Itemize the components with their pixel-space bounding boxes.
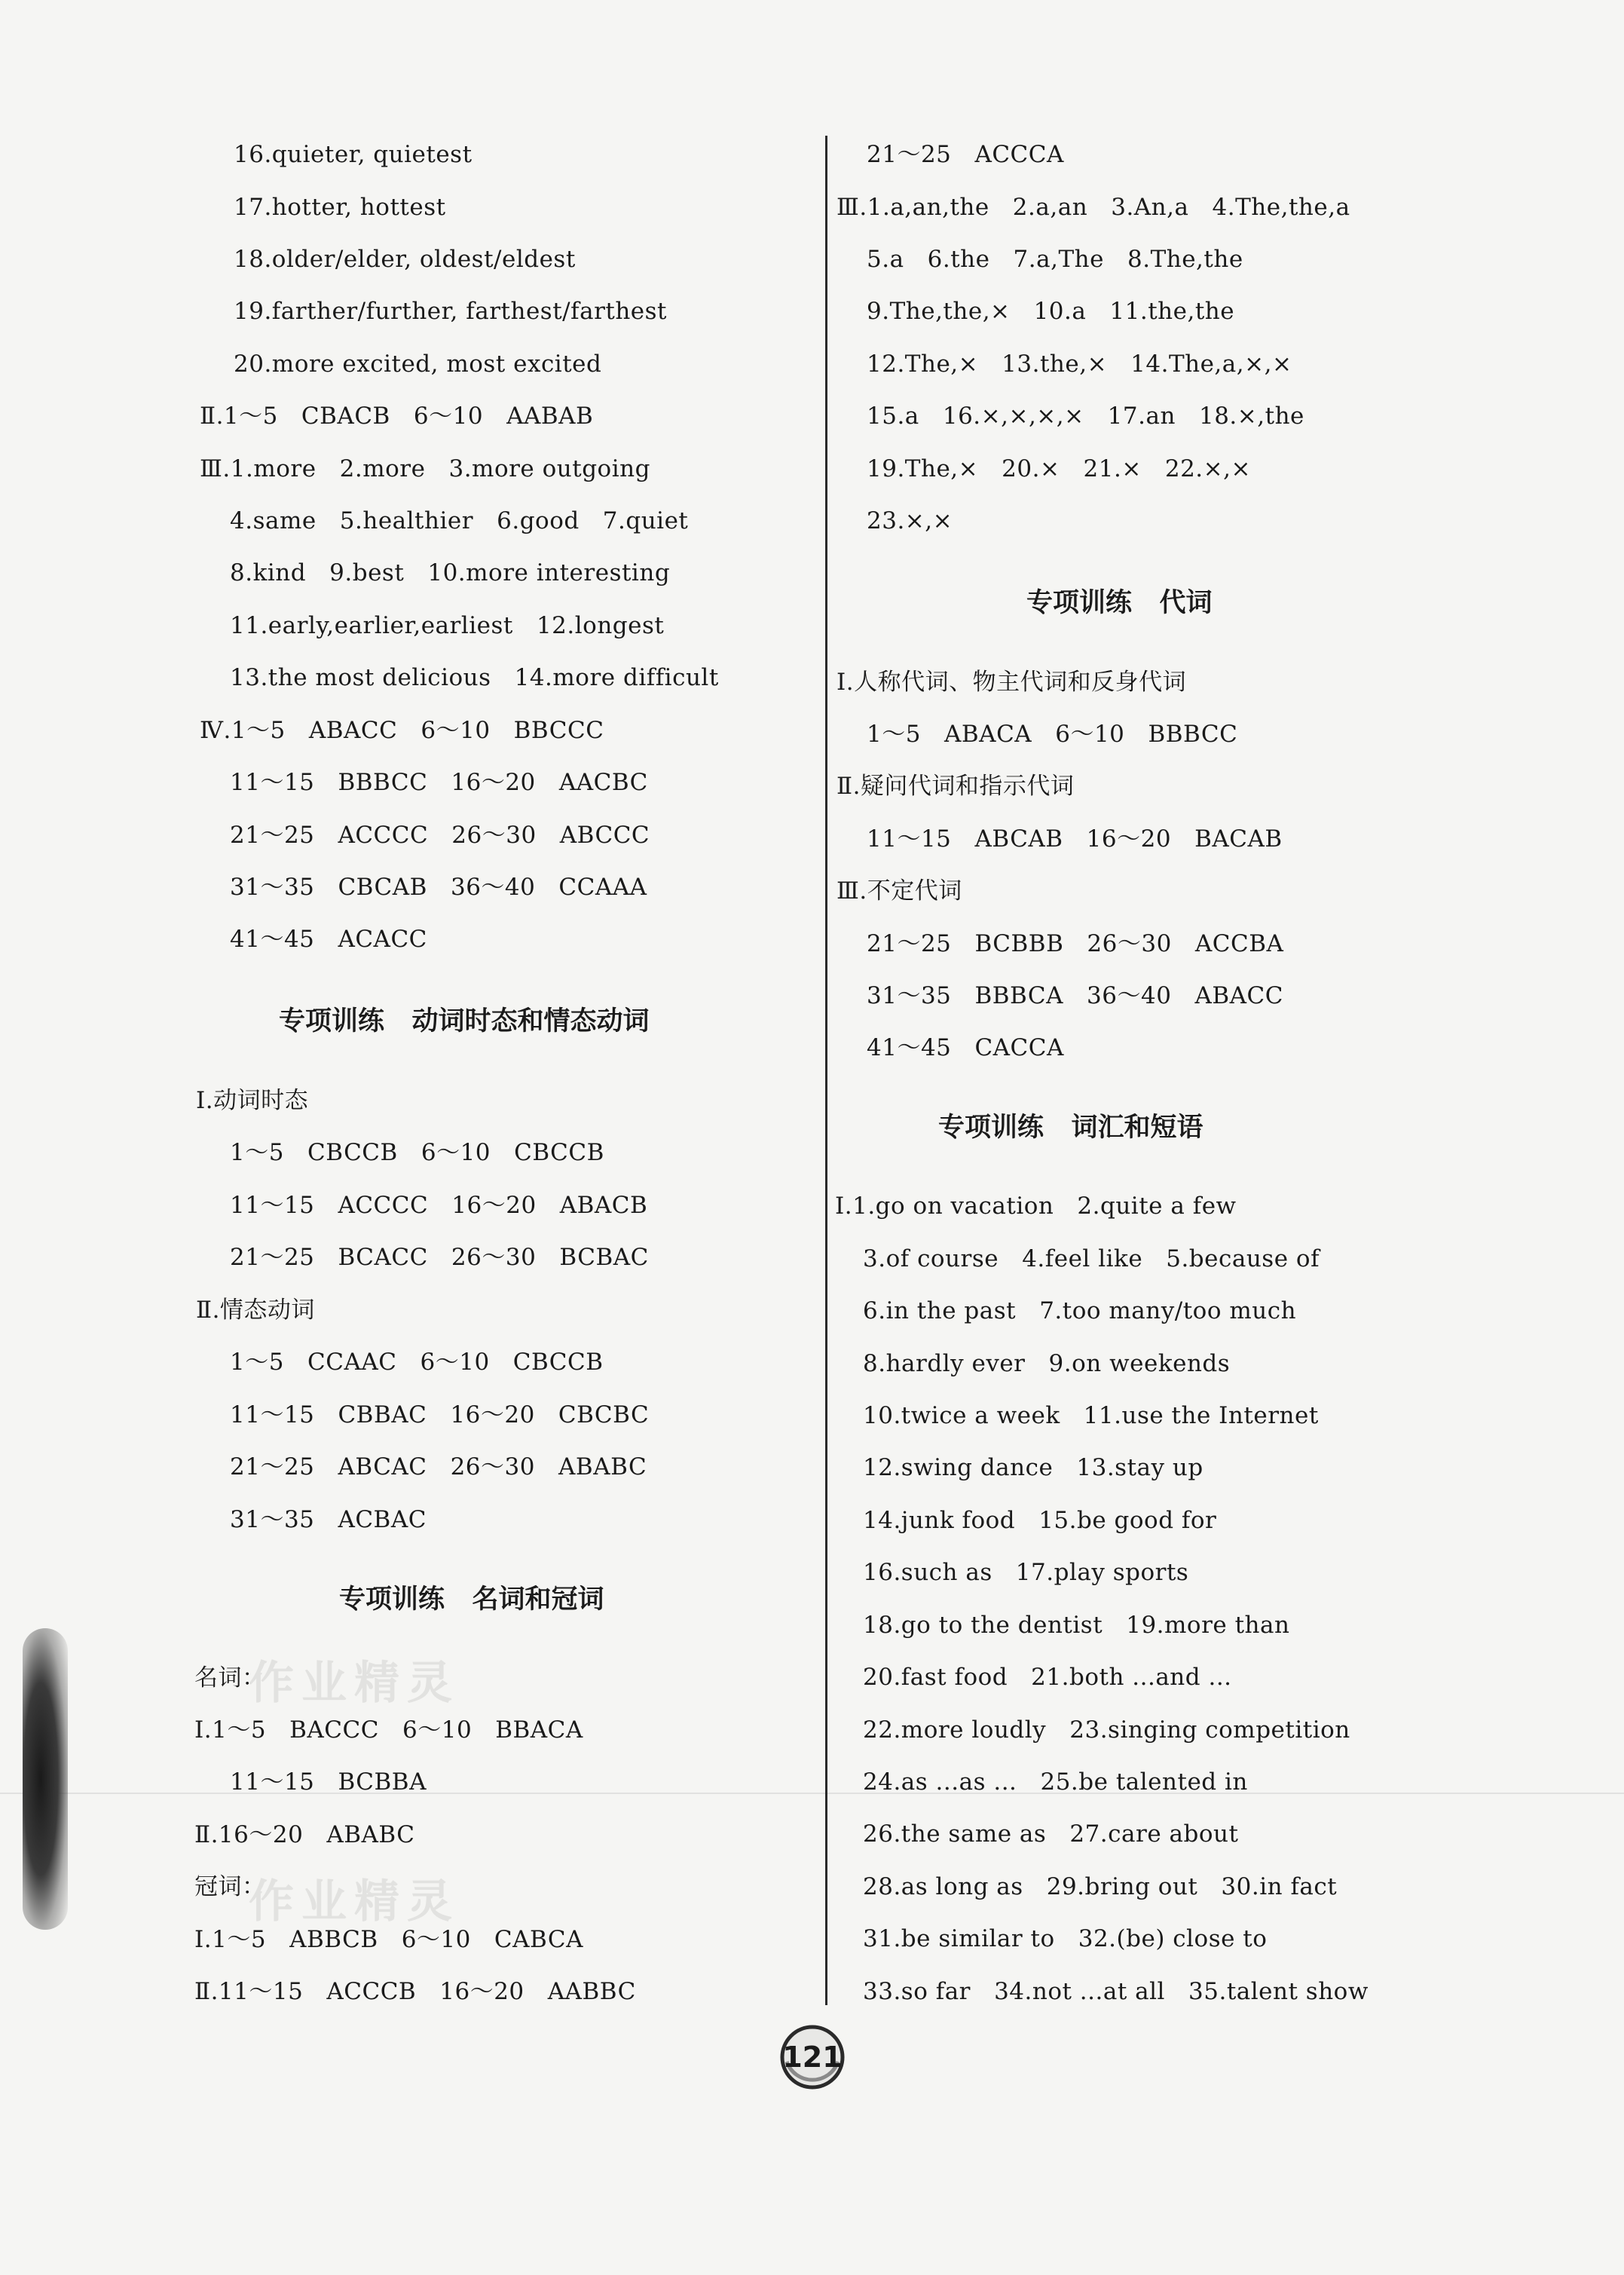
answer-line: 12.swing dance 13.stay up	[863, 1454, 1203, 1481]
answer-line: 13.the most delicious 14.more difficult	[230, 664, 719, 691]
answer-line: 9.The,the,× 10.a 11.the,the	[867, 298, 1235, 325]
answer-line: 8.hardly ever 9.on weekends	[863, 1350, 1231, 1377]
answer-line: 41～45 ACACC	[230, 926, 427, 953]
section-heading-pronouns: 专项训练 代词	[1026, 588, 1213, 618]
answer-line: 5.a 6.the 7.a,The 8.The,the	[867, 246, 1243, 273]
answer-line: 11～15 BCBBA	[230, 1768, 427, 1796]
answer-line: 20.fast food 21.both ...and ...	[863, 1664, 1232, 1691]
section-line: Ⅱ.1～5 CBACB 6～10 AABAB	[200, 403, 594, 430]
section-line: Ⅲ.1.more 2.more 3.more outgoing	[200, 455, 650, 482]
answer-line: 26.the same as 27.care about	[863, 1820, 1239, 1848]
answer-line: 19.farther/further, farthest/farthest	[234, 298, 668, 325]
scan-smudge	[23, 1628, 68, 1930]
answer-line: 11～15 ACCCC 16～20 ABACB	[230, 1192, 648, 1219]
answer-line: 1～5 CBCCB 6～10 CBCCB	[230, 1139, 604, 1166]
answer-line: 21～25 ACCCA	[867, 141, 1064, 168]
answer-line: 23.×,×	[867, 507, 953, 534]
column-divider	[825, 136, 827, 2005]
answer-line: 41～45 CACCA	[867, 1034, 1064, 1061]
answer-line: 21～25 BCACC 26～30 BCBAC	[230, 1244, 649, 1271]
answer-line: 11～15 CBBAC 16～20 CBCBC	[230, 1401, 650, 1428]
section-heading-verbs: 专项训练 动词时态和情态动词	[279, 1006, 650, 1036]
answer-line: 11～15 BBBCC 16～20 AACBC	[230, 769, 648, 796]
answer-line: 16.such as 17.play sports	[863, 1559, 1189, 1586]
answer-line: 31～35 ACBAC	[230, 1506, 427, 1533]
section-heading-vocab: 专项训练 词汇和短语	[938, 1113, 1203, 1143]
answer-line: 15.a 16.×,×,×,× 17.an 18.×,the	[867, 403, 1304, 430]
answer-line: 31～35 CBCAB 36～40 CCAAA	[230, 874, 647, 901]
answer-line: 17.hotter, hottest	[234, 194, 446, 221]
answer-line: 6.in the past 7.too many/too much	[863, 1297, 1297, 1324]
answer-line: 4.same 5.healthier 6.good 7.quiet	[230, 507, 689, 534]
section-line: Ⅲ.不定代词	[836, 877, 962, 905]
answer-line: 10.twice a week 11.use the Internet	[863, 1402, 1319, 1429]
section-line: 名词：	[194, 1664, 266, 1692]
answer-line: 12.The,× 13.the,× 14.The,a,×,×	[867, 351, 1292, 378]
section-line: Ⅱ.情态动词	[196, 1297, 315, 1324]
answer-line: 1～5 ABACA 6～10 BBBCC	[867, 721, 1238, 748]
section-line: Ⅱ.疑问代词和指示代词	[836, 773, 1075, 800]
section-line: Ⅰ.动词时态	[196, 1087, 309, 1114]
section-line: Ⅰ.1～5 ABBCB 6～10 CABCA	[194, 1926, 583, 1953]
section-line: Ⅰ.1.go on vacation 2.quite a few	[835, 1193, 1237, 1220]
section-line: Ⅱ.16～20 ABABC	[194, 1821, 415, 1848]
answer-line: 20.more excited, most excited	[234, 351, 602, 378]
answer-line: 33.so far 34.not ...at all 35.talent show	[863, 1978, 1369, 2005]
section-line: Ⅰ.人称代词、物主代词和反身代词	[836, 669, 1187, 696]
answer-line: 31～35 BBBCA 36～40 ABACC	[867, 982, 1283, 1009]
answer-line: 3.of course 4.feel like 5.because of	[863, 1245, 1320, 1272]
answer-line: 11～15 ABCAB 16～20 BACAB	[867, 825, 1283, 853]
answer-line: 18.older/elder, oldest/eldest	[234, 246, 576, 273]
answer-line: 11.early,earlier,earliest 12.longest	[230, 612, 665, 639]
page-number-badge	[779, 2024, 846, 2090]
watermark-1: 作业精灵	[249, 1657, 460, 1710]
section-line: 冠词：	[194, 1873, 266, 1900]
answer-line: 19.The,× 20.× 21.× 22.×,×	[867, 455, 1251, 482]
answer-line: 21～25 ABCAC 26～30 ABABC	[230, 1453, 647, 1480]
answer-line: 1～5 CCAAC 6～10 CBCCB	[230, 1349, 604, 1376]
page-number: 121	[782, 2041, 843, 2074]
section-heading-nouns: 专项训练 名词和冠词	[339, 1585, 604, 1615]
section-line: Ⅲ.1.a,an,the 2.a,an 3.An,a 4.The,the,a	[836, 194, 1350, 221]
answer-line: 28.as long as 29.bring out 30.in fact	[863, 1873, 1338, 1900]
answer-line: 18.go to the dentist 19.more than	[863, 1612, 1290, 1639]
section-line: Ⅳ.1～5 ABACC 6～10 BBCCC	[200, 717, 604, 744]
answer-line: 21～25 ACCCC 26～30 ABCCC	[230, 822, 650, 849]
section-line: Ⅰ.1～5 BACCC 6～10 BBACA	[194, 1716, 583, 1744]
answer-line: 16.quieter, quietest	[234, 141, 473, 168]
answer-line: 8.kind 9.best 10.more interesting	[230, 559, 671, 586]
answer-line: 14.junk food 15.be good for	[863, 1507, 1217, 1534]
answer-line: 22.more loudly 23.singing competition	[863, 1716, 1350, 1744]
section-line: Ⅱ.11～15 ACCCB 16～20 AABBC	[194, 1978, 636, 2005]
answer-line: 31.be similar to 32.(be) close to	[863, 1925, 1268, 1952]
answer-line: 21～25 BCBBB 26～30 ACCBA	[867, 930, 1284, 957]
answer-line: 24.as ...as ... 25.be talented in	[863, 1768, 1248, 1796]
watermark-2: 作业精灵	[249, 1875, 460, 1928]
